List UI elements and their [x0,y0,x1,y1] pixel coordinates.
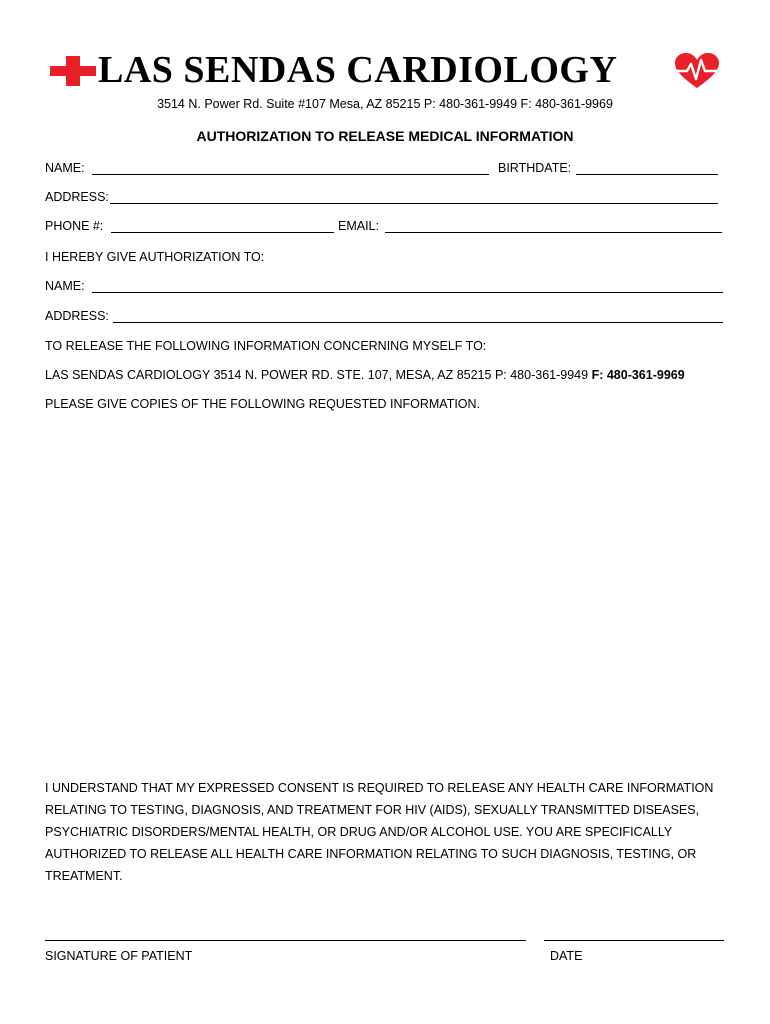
birthdate-label: BIRTHDATE: [498,161,572,175]
address-field[interactable] [110,203,718,204]
date-field[interactable] [544,940,724,941]
email-field[interactable] [385,232,722,233]
practice-info: LAS SENDAS CARDIOLOGY 3514 N. POWER RD. STE. 107, MESA, AZ 85215 P: 480-361-9949 [45,368,589,382]
recipient-name-label: NAME: [45,279,85,293]
practice-info-line [45,367,685,383]
practice-address: 3514 N. Power Rd. Suite #107 Mesa, AZ 85215 P: 480-361-9949 F: 480-361-9969 [157,97,613,111]
practice-fax: F: 480-361-9969 [591,368,685,382]
recipient-name-field[interactable] [92,292,723,293]
recipient-address-field[interactable] [113,322,723,323]
name-label: NAME: [45,161,85,175]
name-field[interactable] [92,174,489,175]
consent-paragraph: I UNDERSTAND THAT MY EXPRESSED CONSENT IS REQUIRED TO RELEASE ANY HEALTH CARE INFORMATION RELATING TO TESTING, DIAGNOSIS, AND TREATMENT FOR HIV (AIDS), SEXUALLY TRANSMITTED DISEASES, PSYCHIATRIC DISORDERS/MENTAL HEALTH, OR DRUG AND/OR ALCOHOL USE. YOU ARE SPECIFICALLY AUTHORIZED TO RELEASE ALL HEALTH CARE INFORMATION RELATING TO SUCH DIAGNOSIS, TESTING, OR TREATMENT. [45,781,714,883]
signature-label: SIGNATURE OF PATIENT [45,949,193,963]
email-label: EMAIL: [338,219,379,233]
brand-name: LAS SENDAS CARDIOLOGY [98,49,618,91]
phone-field[interactable] [111,232,334,233]
authorization-intro: I HEREBY GIVE AUTHORIZATION TO: [45,250,265,264]
release-to-text: TO RELEASE THE FOLLOWING INFORMATION CONCERNING MYSELF TO: [45,339,487,353]
phone-label: PHONE #: [45,219,104,233]
recipient-address-label: ADDRESS: [45,309,109,323]
address-label: ADDRESS: [45,190,109,204]
copies-instruction: PLEASE GIVE COPIES OF THE FOLLOWING REQUESTED INFORMATION. [45,397,481,411]
patient-signature-field[interactable] [45,940,526,941]
heart-heartbeat-icon [673,52,721,90]
date-label: DATE [550,949,583,963]
birthdate-field[interactable] [576,174,718,175]
form-title: AUTHORIZATION TO RELEASE MEDICAL INFORMATION [196,128,574,144]
red-cross-icon [50,56,96,86]
requested-info-area[interactable] [45,420,725,770]
